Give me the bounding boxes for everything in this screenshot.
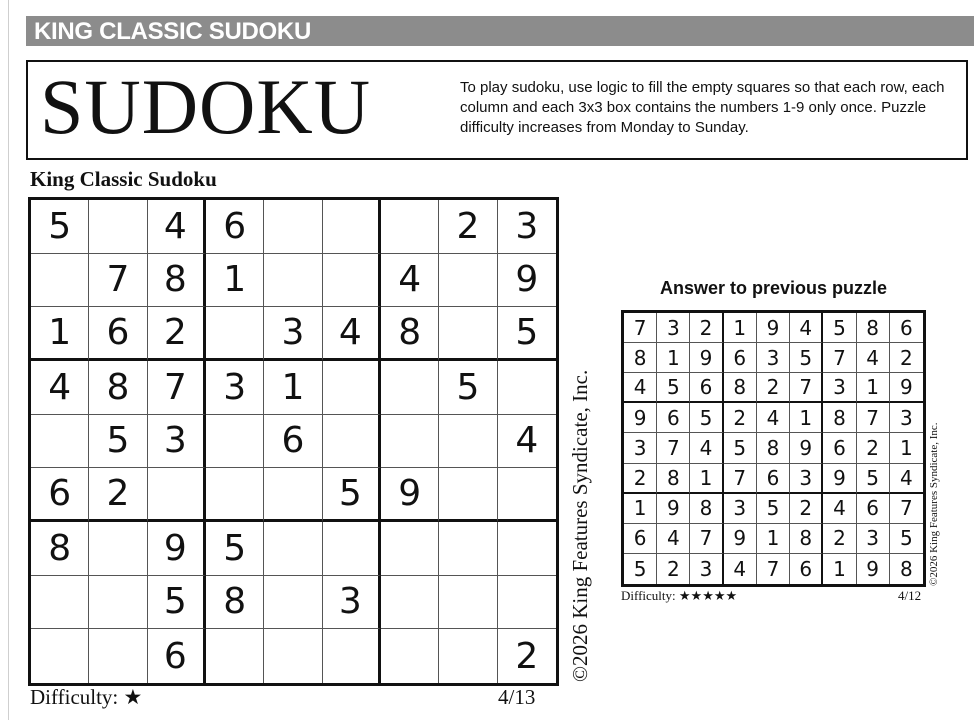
answer-cell-r5c7: 6 — [823, 433, 856, 463]
puzzle-cell-r9c5 — [264, 629, 322, 683]
answer-cell-r3c8: 1 — [857, 373, 890, 403]
answer-cell-r5c5: 8 — [757, 433, 790, 463]
answer-cell-r5c1: 3 — [624, 433, 657, 463]
puzzle-cell-r4c1: 4 — [31, 361, 89, 415]
puzzle-cell-r8c7 — [381, 576, 439, 630]
puzzle-cell-r8c4: 8 — [206, 576, 264, 630]
puzzle-cell-r4c2: 8 — [89, 361, 147, 415]
puzzle-cell-r3c8 — [439, 307, 497, 361]
answer-cell-r4c2: 6 — [657, 403, 690, 433]
answer-cell-r2c8: 4 — [857, 343, 890, 373]
puzzle-cell-r2c3: 8 — [148, 254, 206, 308]
answer-cell-r3c7: 3 — [823, 373, 856, 403]
puzzle-cell-r3c5: 3 — [264, 307, 322, 361]
answer-cell-r2c7: 7 — [823, 343, 856, 373]
answer-cell-r3c5: 2 — [757, 373, 790, 403]
puzzle-cell-r7c6 — [323, 522, 381, 576]
puzzle-cell-r7c7 — [381, 522, 439, 576]
answer-cell-r5c8: 2 — [857, 433, 890, 463]
puzzle-cell-r7c4: 5 — [206, 522, 264, 576]
answer-cell-r8c7: 2 — [823, 524, 856, 554]
answer-cell-r6c8: 5 — [857, 464, 890, 494]
puzzle-cell-r4c6 — [323, 361, 381, 415]
answer-cell-r7c2: 9 — [657, 494, 690, 524]
answer-cell-r2c4: 6 — [724, 343, 757, 373]
answer-cell-r6c2: 8 — [657, 464, 690, 494]
answer-cell-r4c7: 8 — [823, 403, 856, 433]
answer-cell-r3c9: 9 — [890, 373, 923, 403]
answer-cell-r3c2: 5 — [657, 373, 690, 403]
answer-cell-r8c5: 1 — [757, 524, 790, 554]
answer-cell-r7c1: 1 — [624, 494, 657, 524]
answer-cell-r8c3: 7 — [690, 524, 723, 554]
answer-cell-r6c3: 1 — [690, 464, 723, 494]
puzzle-cell-r1c3: 4 — [148, 200, 206, 254]
puzzle-cell-r4c8: 5 — [439, 361, 497, 415]
answer-cell-r8c6: 8 — [790, 524, 823, 554]
puzzle-cell-r8c8 — [439, 576, 497, 630]
puzzle-cell-r9c9: 2 — [515, 635, 539, 677]
page-left-rule — [8, 0, 9, 720]
puzzle-cell-r4c7 — [381, 361, 439, 415]
answer-cell-r2c1: 8 — [624, 343, 657, 373]
puzzle-cell-r4c4: 3 — [206, 361, 264, 415]
answer-cell-r5c9: 1 — [890, 433, 923, 463]
puzzle-cell-r1c6 — [323, 200, 381, 254]
puzzle-cell-r1c2 — [89, 200, 147, 254]
puzzle-date: 4/13 — [498, 685, 536, 709]
answer-cell-r5c4: 5 — [724, 433, 757, 463]
answer-cell-r1c5: 9 — [757, 313, 790, 343]
puzzle-cell-r1c7 — [381, 200, 439, 254]
puzzle-cell-r2c7: 4 — [381, 254, 439, 308]
sudoku-logo: SUDOKU — [40, 63, 372, 150]
puzzle-cell-r5c3: 3 — [148, 415, 206, 469]
puzzle-cell-r9c1 — [31, 629, 89, 683]
puzzle-cell-r9c3: 6 — [148, 629, 206, 683]
answer-cell-r1c1: 7 — [624, 313, 657, 343]
answer-cell-r4c8: 7 — [857, 403, 890, 433]
answer-cell-r7c7: 4 — [823, 494, 856, 524]
answer-cell-r9c2: 2 — [657, 554, 690, 584]
answer-cell-r4c9: 3 — [890, 403, 923, 433]
puzzle-cell-r1c9: 3 — [498, 200, 556, 254]
answer-cell-r5c2: 7 — [657, 433, 690, 463]
puzzle-cell-r2c8 — [439, 254, 497, 308]
puzzle-cell-r1c8: 2 — [439, 200, 497, 254]
answer-cell-r4c1: 9 — [624, 403, 657, 433]
puzzle-cell-r4c5: 1 — [264, 361, 322, 415]
answer-cell-r8c1: 6 — [624, 524, 657, 554]
puzzle-cell-r9c6 — [323, 629, 381, 683]
puzzle-cell-r7c8 — [439, 522, 497, 576]
answer-cell-r9c5: 7 — [757, 554, 790, 584]
answer-cell-r6c4: 7 — [724, 464, 757, 494]
instructions-text: To play sudoku, use logic to fill the empty squares so that each row, each column and each 3x3 box contains the numbers 1-9 only once. Puzzle difficulty increases from Monday to Sunday. — [460, 79, 945, 136]
puzzle-cell-r3c6: 4 — [323, 307, 381, 361]
puzzle-cell-r5c4 — [206, 415, 264, 469]
puzzle-cell-r9c7 — [381, 629, 439, 683]
answer-cell-r8c2: 4 — [657, 524, 690, 554]
puzzle-cell-r3c1: 1 — [31, 307, 89, 361]
answer-cell-r4c3: 5 — [690, 403, 723, 433]
puzzle-cell-r5c9: 4 — [498, 415, 556, 469]
puzzle-cell-r3c9: 5 — [498, 307, 556, 361]
answer-cell-r2c6: 5 — [790, 343, 823, 373]
answer-cell-r2c9: 2 — [890, 343, 923, 373]
answer-cell-r8c4: 9 — [724, 524, 757, 554]
answer-cell-r1c6: 4 — [790, 313, 823, 343]
answer-cell-r9c9: 8 — [900, 556, 913, 581]
answer-cell-r6c7: 9 — [823, 464, 856, 494]
answer-cell-r3c3: 6 — [690, 373, 723, 403]
answer-cell-r9c1: 5 — [624, 554, 657, 584]
puzzle-cell-r7c1: 8 — [31, 522, 89, 576]
puzzle-cell-r8c5 — [264, 576, 322, 630]
answer-cell-r4c4: 2 — [724, 403, 757, 433]
puzzle-cell-r2c2: 7 — [89, 254, 147, 308]
answer-cell-r1c9: 6 — [890, 313, 923, 343]
puzzle-title: King Classic Sudoku — [30, 167, 217, 191]
answer-cell-r7c4: 3 — [724, 494, 757, 524]
puzzle-cell-r7c5 — [264, 522, 322, 576]
puzzle-cell-r3c3: 2 — [148, 307, 206, 361]
answer-cell-r2c5: 3 — [757, 343, 790, 373]
puzzle-cell-r5c7 — [381, 415, 439, 469]
puzzle-cell-r2c4: 1 — [206, 254, 264, 308]
answer-cell-r2c3: 9 — [690, 343, 723, 373]
puzzle-cell-r6c2: 2 — [89, 468, 147, 522]
answer-cell-r1c8: 8 — [857, 313, 890, 343]
answer-cell-r7c9: 7 — [890, 494, 923, 524]
puzzle-cell-r4c9 — [498, 361, 556, 415]
puzzle-cell-r5c1 — [31, 415, 89, 469]
answer-cell-r7c6: 2 — [790, 494, 823, 524]
puzzle-cell-r6c5 — [264, 468, 322, 522]
answer-cell-r7c8: 6 — [857, 494, 890, 524]
puzzle-cell-r3c2: 6 — [89, 307, 147, 361]
puzzle-grid — [28, 197, 559, 686]
answer-grid — [621, 310, 926, 587]
answer-cell-r4c5: 4 — [757, 403, 790, 433]
puzzle-cell-r6c9 — [498, 468, 556, 522]
answer-cell-r6c9: 4 — [890, 464, 923, 494]
puzzle-cell-r9c8 — [439, 629, 497, 683]
puzzle-cell-r2c9: 9 — [498, 254, 556, 308]
section-banner: KING CLASSIC SUDOKU — [26, 16, 974, 46]
puzzle-cell-r3c7: 8 — [381, 307, 439, 361]
puzzle-copyright: ©2026 King Features Syndicate, Inc. — [568, 369, 592, 682]
puzzle-cell-r9c4 — [206, 629, 264, 683]
answer-cell-r3c1: 4 — [624, 373, 657, 403]
puzzle-cell-r2c1 — [31, 254, 89, 308]
answer-cell-r6c1: 2 — [624, 464, 657, 494]
puzzle-cell-r1c1: 5 — [31, 200, 89, 254]
answer-cell-r5c6: 9 — [790, 433, 823, 463]
puzzle-cell-r6c6: 5 — [323, 468, 381, 522]
puzzle-cell-r7c2 — [89, 522, 147, 576]
puzzle-cell-r6c4 — [206, 468, 264, 522]
answer-cell-r3c6: 7 — [790, 373, 823, 403]
puzzle-cell-r8c1 — [31, 576, 89, 630]
puzzle-cell-r1c4: 6 — [206, 200, 264, 254]
header-box — [26, 60, 968, 160]
answer-cell-r9c8: 9 — [857, 554, 890, 584]
puzzle-cell-r9c2 — [89, 629, 147, 683]
puzzle-cell-r6c3 — [148, 468, 206, 522]
answer-cell-r1c7: 5 — [823, 313, 856, 343]
puzzle-cell-r7c3: 9 — [148, 522, 206, 576]
puzzle-cell-r5c5: 6 — [264, 415, 322, 469]
answer-cell-r2c2: 1 — [657, 343, 690, 373]
puzzle-cell-r7c9 — [498, 522, 556, 576]
answer-cell-r9c3: 3 — [690, 554, 723, 584]
puzzle-cell-r5c2: 5 — [89, 415, 147, 469]
puzzle-cell-r3c4 — [206, 307, 264, 361]
puzzle-cell-r8c2 — [89, 576, 147, 630]
puzzle-cell-r8c6: 3 — [323, 576, 381, 630]
puzzle-cell-r6c1: 6 — [31, 468, 89, 522]
puzzle-cell-r8c3: 5 — [148, 576, 206, 630]
puzzle-difficulty: Difficulty: ★ — [30, 685, 143, 709]
answer-cell-r9c6: 6 — [790, 554, 823, 584]
puzzle-cell-r2c5 — [264, 254, 322, 308]
answer-cell-r9c4: 4 — [724, 554, 757, 584]
puzzle-cell-r1c5 — [264, 200, 322, 254]
answer-copyright: ©2026 King Features Syndicate, Inc. — [928, 422, 940, 586]
answer-date: 4/12 — [898, 588, 922, 603]
puzzle-cell-r5c6 — [323, 415, 381, 469]
answer-cell-r7c3: 8 — [690, 494, 723, 524]
answer-cell-r1c3: 2 — [690, 313, 723, 343]
puzzle-cell-r6c8 — [439, 468, 497, 522]
answer-cell-r9c7: 1 — [823, 554, 856, 584]
answer-cell-r1c2: 3 — [657, 313, 690, 343]
puzzle-cell-r4c3: 7 — [148, 361, 206, 415]
puzzle-cell-r6c7: 9 — [381, 468, 439, 522]
answer-cell-r5c3: 4 — [690, 433, 723, 463]
puzzle-cell-r2c6 — [323, 254, 381, 308]
answer-cell-r6c6: 3 — [790, 464, 823, 494]
answer-cell-r8c9: 5 — [890, 524, 923, 554]
answer-cell-r4c6: 1 — [790, 403, 823, 433]
answer-cell-r3c4: 8 — [724, 373, 757, 403]
puzzle-cell-r8c9 — [498, 576, 556, 630]
answer-difficulty: Difficulty: ★★★★★ — [621, 588, 738, 603]
answer-cell-r7c5: 5 — [757, 494, 790, 524]
answer-cell-r6c5: 6 — [757, 464, 790, 494]
answer-cell-r1c4: 1 — [724, 313, 757, 343]
answer-cell-r8c8: 3 — [857, 524, 890, 554]
puzzle-cell-r5c8 — [439, 415, 497, 469]
answer-title: Answer to previous puzzle — [659, 278, 888, 298]
